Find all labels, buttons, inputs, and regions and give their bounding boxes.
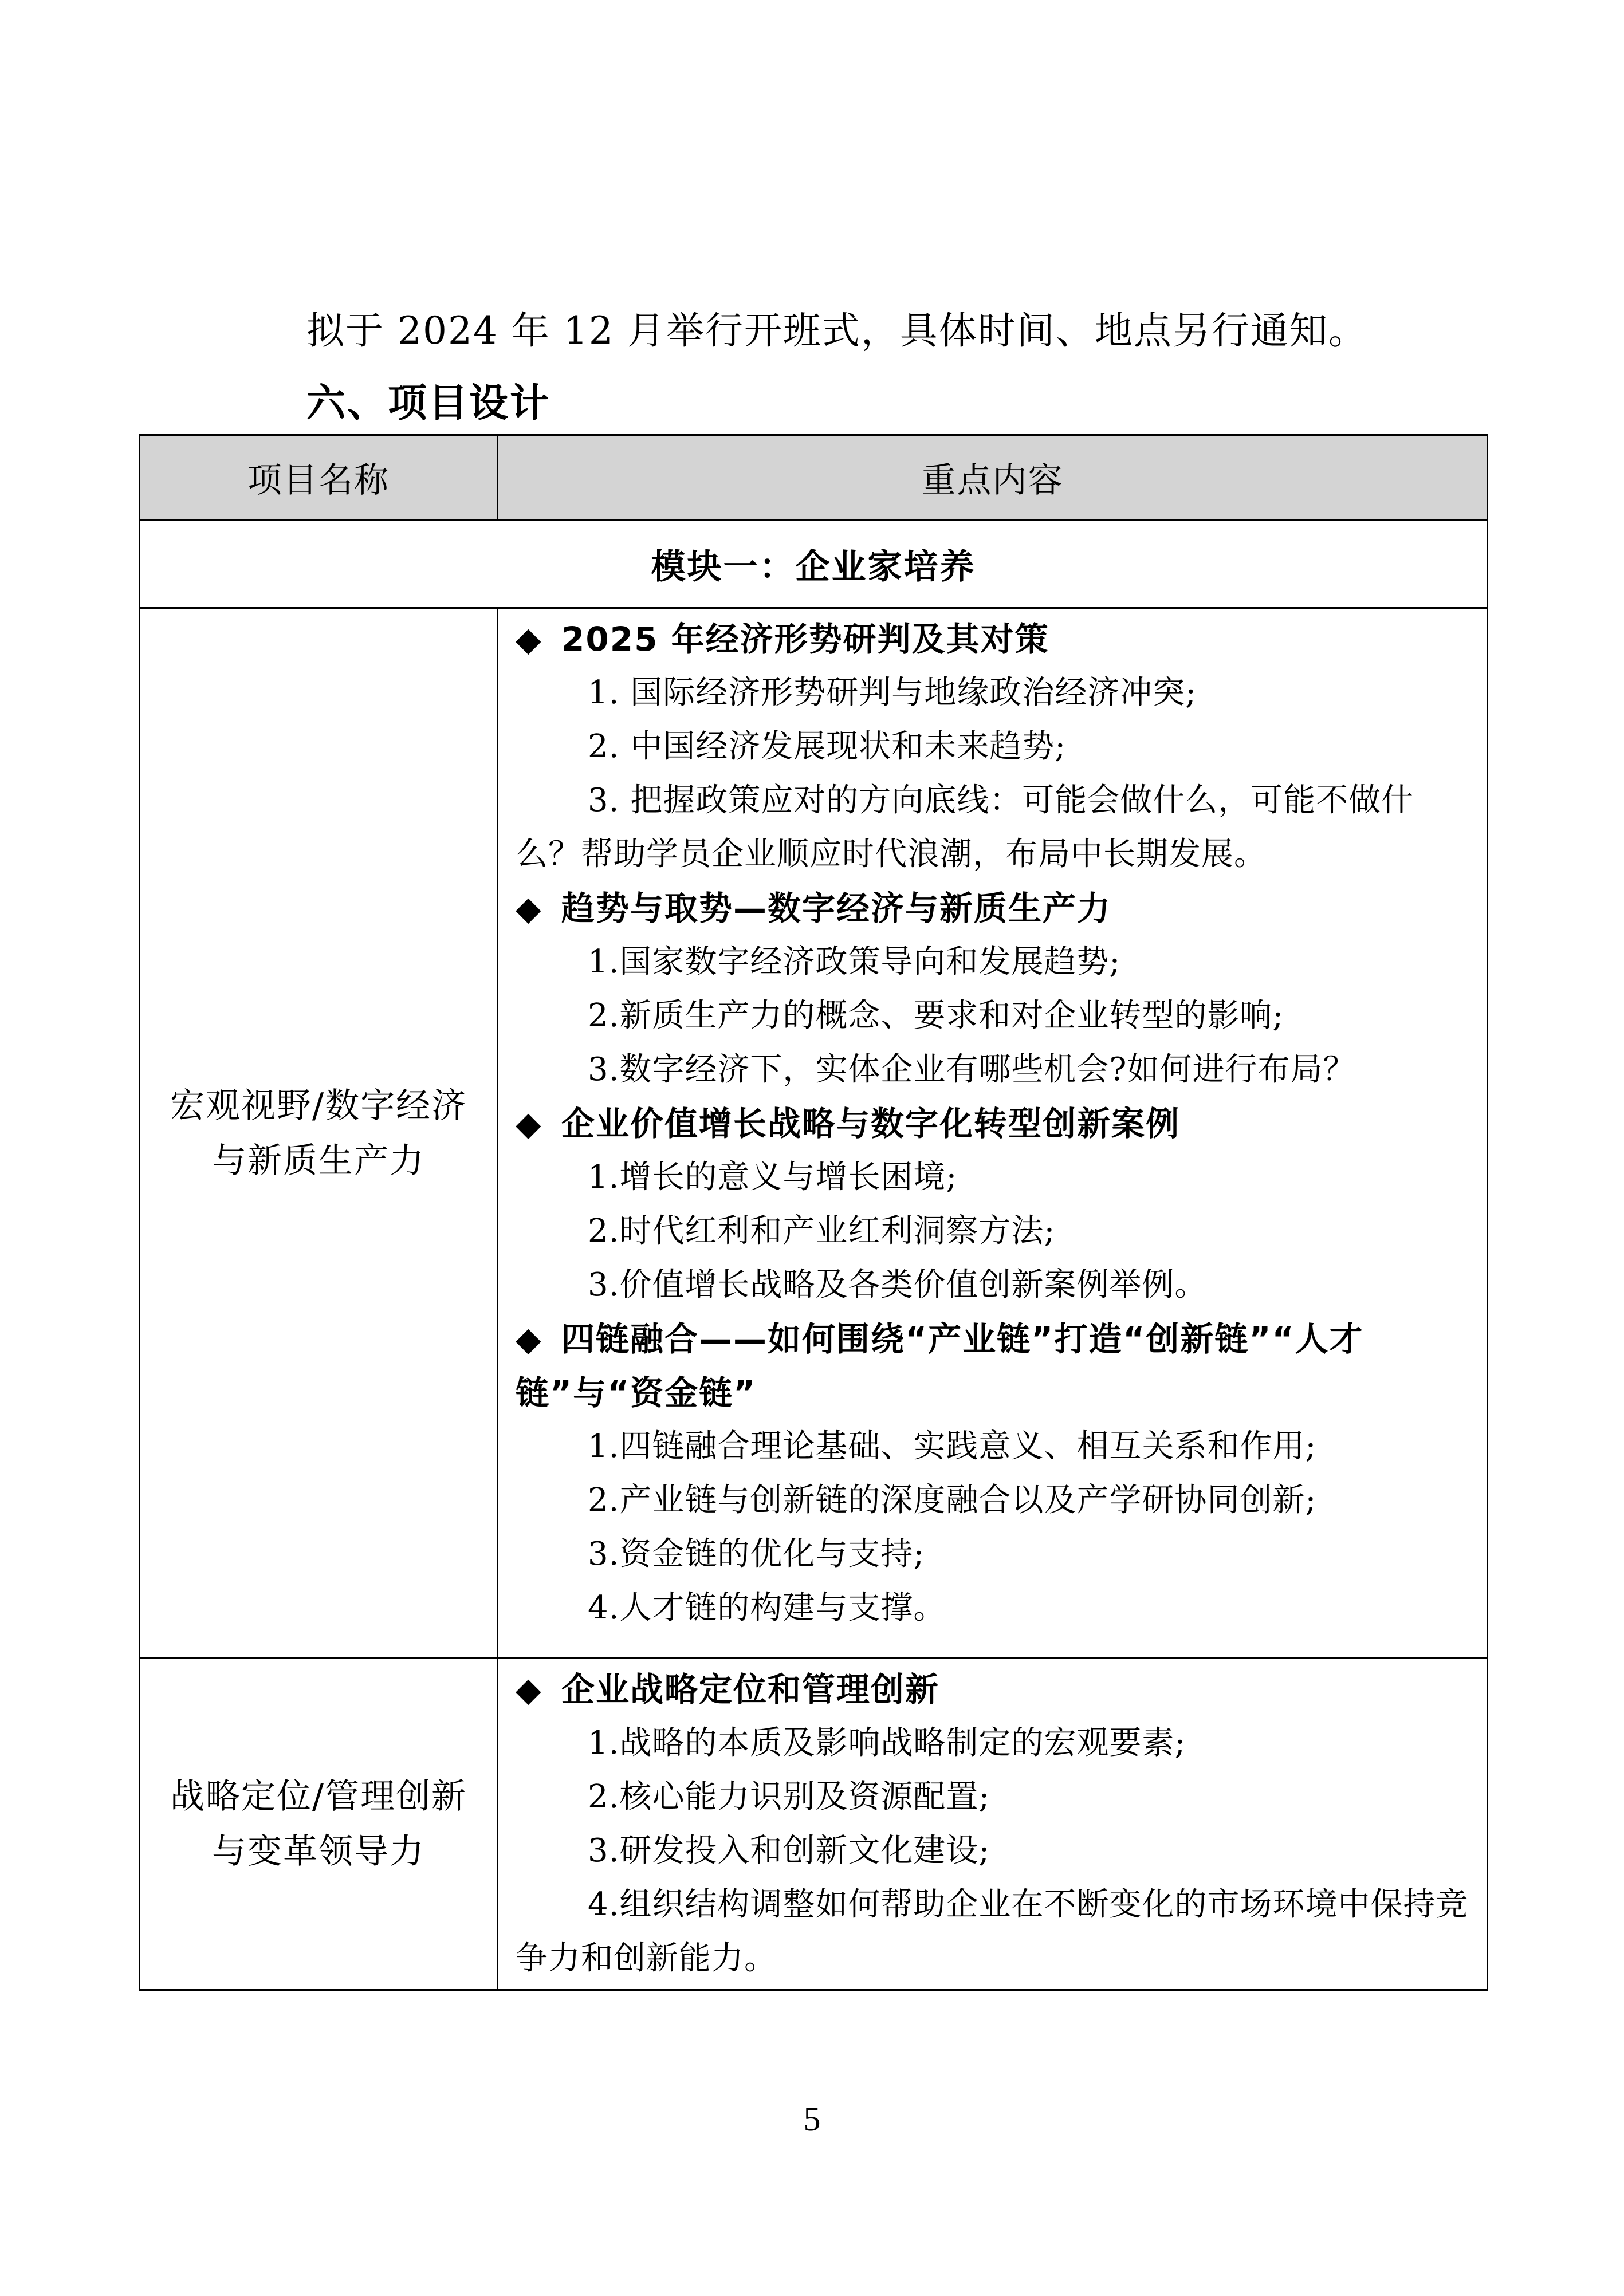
topic-item: 4.人才链的构建与支撑。 bbox=[588, 1589, 946, 1627]
topic-item: 3.研发投入和创新文化建设; bbox=[588, 1832, 990, 1869]
project-name-cell: 战略定位/管理创新与变革领导力 bbox=[140, 1659, 498, 1990]
topic-heading bbox=[516, 1663, 1473, 1716]
topic-item: 3.数字经济下，实体企业有哪些机会?如何进行布局？ bbox=[588, 1051, 1356, 1088]
topic-heading bbox=[516, 881, 1473, 935]
topic-title: 企业战略定位和管理创新 bbox=[561, 1670, 940, 1709]
header-project-name: 项目名称 bbox=[140, 435, 498, 521]
section-heading: 六、项目设计 bbox=[306, 381, 551, 426]
diamond-bullet-icon: ◆ bbox=[516, 1104, 542, 1143]
diamond-bullet-icon: ◆ bbox=[516, 1320, 542, 1358]
topic-item: 2.新质生产力的概念、要求和对企业转型的影响; bbox=[588, 997, 1284, 1034]
topic-item: 4.组织结构调整如何帮助企业在不断变化的市场环境中保持竞争力和创新能力。 bbox=[516, 1886, 1469, 1977]
project-design-table bbox=[139, 434, 1488, 1991]
topic-item: 2.时代红利和产业红利洞察方法; bbox=[588, 1212, 1056, 1250]
page-number: 5 bbox=[803, 2100, 821, 2138]
intro-paragraph: 拟于 2024 年 12 月举行开班式，具体时间、地点另行通知。 bbox=[306, 309, 1367, 353]
topic-item: 1.国家数字经济政策导向和发展趋势; bbox=[588, 943, 1121, 980]
topic-title: 企业价值增长战略与数字化转型创新案例 bbox=[561, 1104, 1181, 1143]
topic-item: 1.战略的本质及影响战略制定的宏观要素; bbox=[588, 1724, 1186, 1762]
topic-heading bbox=[516, 612, 1473, 666]
topic-item: 3.资金链的优化与支持; bbox=[588, 1535, 925, 1573]
topic-item: 2.核心能力识别及资源配置; bbox=[588, 1778, 990, 1815]
header-key-content: 重点内容 bbox=[498, 435, 1488, 521]
topic-item: 2. 中国经济发展现状和未来趋势; bbox=[588, 728, 1067, 765]
topic-item: 1.四链融合理论基础、实践意义、相互关系和作用; bbox=[588, 1428, 1317, 1465]
topic-heading bbox=[516, 1312, 1473, 1420]
module-row bbox=[140, 521, 1488, 608]
topic-title: 2025 年经济形势研判及其对策 bbox=[561, 620, 1049, 659]
key-content-cell bbox=[498, 1659, 1488, 1990]
topic-item: 2.产业链与创新链的深度融合以及产学研协同创新; bbox=[588, 1482, 1317, 1519]
topic-title: 四链融合——如何围绕“产业链”打造“创新链”“人才链”与“资金链” bbox=[516, 1320, 1364, 1412]
diamond-bullet-icon: ◆ bbox=[516, 1670, 542, 1709]
topic-heading bbox=[516, 1097, 1473, 1151]
topic-title: 趋势与取势—数字经济与新质生产力 bbox=[561, 889, 1112, 928]
project-name-cell: 宏观视野/数字经济与新质生产力 bbox=[140, 608, 498, 1659]
table-row bbox=[140, 1659, 1488, 1990]
module-title: 模块一：企业家培养 bbox=[140, 521, 1488, 608]
table-header-row bbox=[140, 435, 1488, 521]
topic-item: 1. 国际经济形势研判与地缘政治经济冲突; bbox=[588, 674, 1197, 711]
topic-item: 3. 把握政策应对的方向底线：可能会做什么，可能不做什么？帮助学员企业顺应时代浪潮，布局中长期发展。 bbox=[516, 782, 1414, 873]
topic-item: 1.增长的意义与增长困境; bbox=[588, 1159, 958, 1196]
topic-item: 3.价值增长战略及各类价值创新案例举例。 bbox=[588, 1266, 1208, 1303]
diamond-bullet-icon: ◆ bbox=[516, 889, 542, 928]
key-content-cell bbox=[498, 608, 1488, 1659]
diamond-bullet-icon: ◆ bbox=[516, 620, 542, 659]
table-row bbox=[140, 608, 1488, 1659]
